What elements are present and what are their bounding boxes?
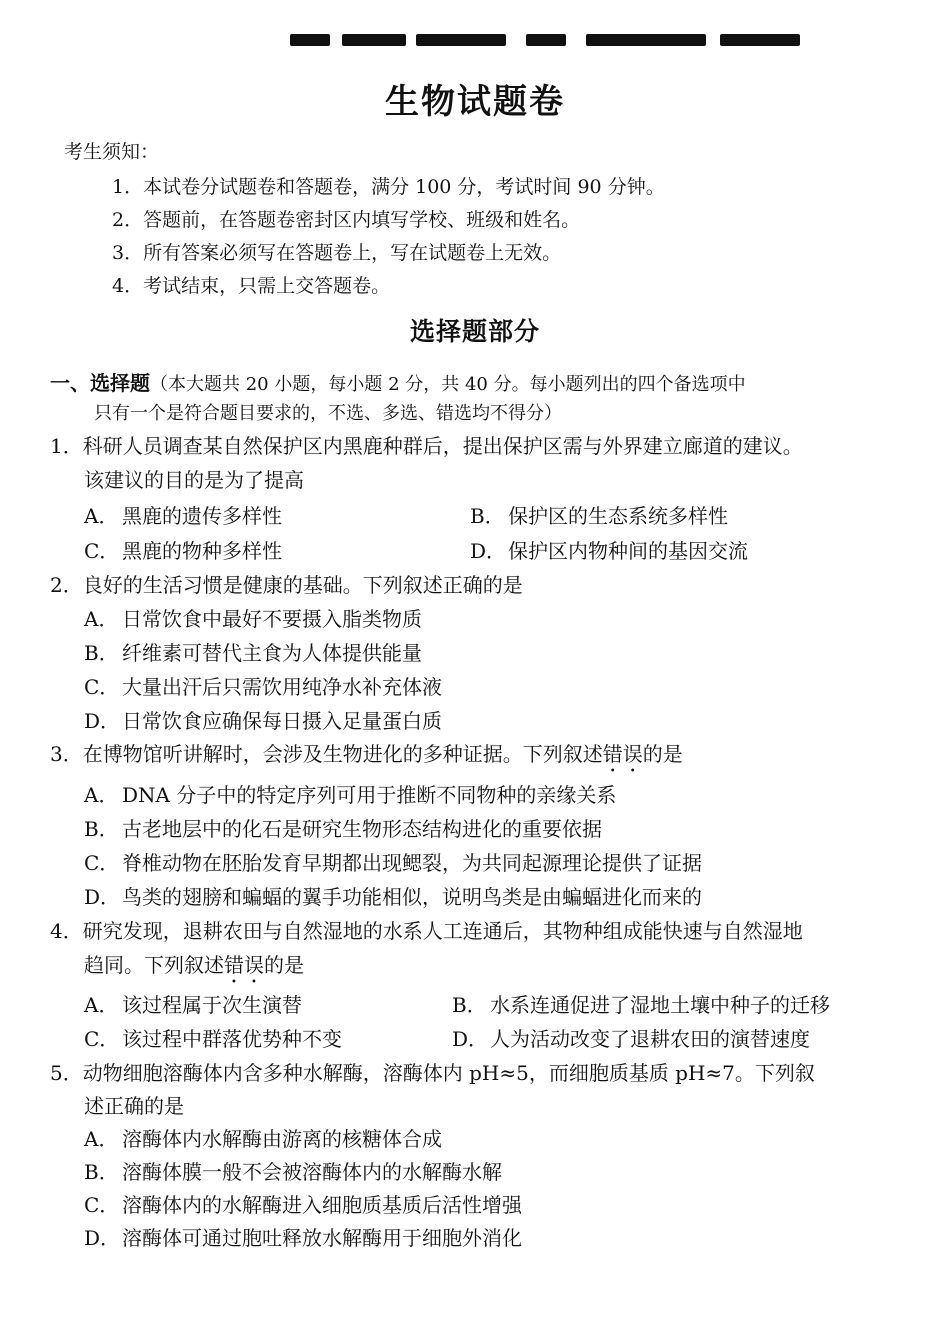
option-letter: B． xyxy=(84,641,119,665)
exam-title: 生物试题卷 xyxy=(385,82,565,122)
option-text: 溶酶体可通过胞吐释放水解酶用于细胞外消化 xyxy=(122,1226,522,1250)
option-letter: B． xyxy=(84,1160,119,1184)
option-a xyxy=(84,779,616,808)
section-title: 选择题部分 xyxy=(409,317,540,346)
option-letter: A． xyxy=(84,783,119,807)
option-letter: A． xyxy=(84,607,119,631)
option-text: 黑鹿的遗传多样性 xyxy=(122,504,282,528)
question-text: 趋同。下列叙述 xyxy=(84,953,224,977)
question-number: 5． xyxy=(50,1061,83,1085)
option-text: 黑鹿的物种多样性 xyxy=(122,539,282,563)
option-a xyxy=(84,989,302,1018)
question-text: 科研人员调查某自然保护区内黑鹿种群后，提出保护区需与外界建立廊道的建议。 xyxy=(82,434,803,458)
option-c xyxy=(84,847,702,876)
question-stem xyxy=(50,1057,815,1086)
option-d xyxy=(84,1222,522,1251)
notice-item: 1．本试卷分试题卷和答题卷，满分 100 分，考试时间 90 分钟。 xyxy=(112,176,665,198)
option-letter: A． xyxy=(84,993,119,1017)
option-d xyxy=(470,535,748,564)
option-text: 纤维素可替代主食为人体提供能量 xyxy=(122,641,422,665)
question-number: 3． xyxy=(50,742,83,766)
option-letter: C． xyxy=(84,851,120,875)
question-text: 研究发现，退耕农田与自然湿地的水系人工连通后，其物种组成能快速与自然湿地 xyxy=(82,919,803,943)
question-number: 2． xyxy=(50,573,83,597)
option-b xyxy=(84,1156,502,1185)
question-text-continued: 该建议的目的是为了提高 xyxy=(84,468,304,492)
notice-item: 3．所有答案必须写在答题卷上，写在试题卷上无效。 xyxy=(112,242,562,264)
option-c xyxy=(84,535,282,564)
question-text-continued xyxy=(84,949,304,988)
option-letter: D． xyxy=(470,539,507,563)
option-letter: C． xyxy=(84,675,120,699)
option-text: 日常饮食中最好不要摄入脂类物质 xyxy=(122,607,422,631)
option-c xyxy=(84,1189,522,1218)
option-c xyxy=(84,1023,342,1052)
option-d xyxy=(84,705,442,734)
question-text: 动物细胞溶酶体内含多种水解酶，溶酶体内 pH≈5，而细胞质基质 pH≈7。下列叙 xyxy=(82,1061,815,1085)
question-text: 在博物馆听讲解时，会涉及生物进化的多种证据。下列叙述 xyxy=(82,742,603,766)
question-number: 1． xyxy=(50,434,83,458)
section-intro-line2: 只有一个是符合题目要求的，不选、多选、错选均不得分） xyxy=(94,403,562,424)
option-text: 水系连通促进了湿地土壤中种子的迁移 xyxy=(490,993,830,1017)
emphasized-word: 错误 xyxy=(224,953,264,977)
emphasized-word: 错误 xyxy=(602,742,643,766)
notice-heading: 考生须知： xyxy=(64,141,160,163)
option-letter: A． xyxy=(84,504,119,528)
question-stem xyxy=(50,569,523,598)
option-text: 溶酶体内的水解酶进入细胞质基质后活性增强 xyxy=(122,1193,522,1217)
option-text: 日常饮食应确保每日摄入足量蛋白质 xyxy=(122,709,442,733)
option-b xyxy=(452,989,830,1018)
question-stem xyxy=(50,430,803,459)
option-d xyxy=(84,881,702,910)
option-text: 保护区内物种间的基因交流 xyxy=(508,539,748,563)
question-stem xyxy=(50,738,683,777)
option-text: 古老地层中的化石是研究生物形态结构进化的重要依据 xyxy=(122,817,602,841)
option-letter: C． xyxy=(84,539,120,563)
option-letter: B． xyxy=(452,993,487,1017)
option-text: 大量出汗后只需饮用纯净水补充体液 xyxy=(122,675,442,699)
question-stem xyxy=(50,915,803,944)
question-text-end: 的是 xyxy=(264,953,304,977)
section-intro-lead: 一、选择题 xyxy=(50,371,150,395)
question-text-continued: 述正确的是 xyxy=(84,1094,184,1118)
option-text: 溶酶体内水解酶由游离的核糖体合成 xyxy=(122,1127,442,1151)
option-letter: D． xyxy=(84,885,121,909)
option-text: DNA 分子中的特定序列可用于推断不同物种的亲缘关系 xyxy=(122,783,617,807)
option-a xyxy=(84,500,282,529)
option-text: 保护区的生态系统多样性 xyxy=(508,504,728,528)
option-letter: A． xyxy=(84,1127,119,1151)
option-text: 脊椎动物在胚胎发育早期都出现鳃裂，为共同起源理论提供了证据 xyxy=(122,851,702,875)
option-c xyxy=(84,671,442,700)
cropped-header-line xyxy=(290,34,830,48)
option-b xyxy=(84,813,602,842)
option-b xyxy=(470,500,728,529)
option-letter: B． xyxy=(84,817,119,841)
question-number: 4． xyxy=(50,919,83,943)
notice-item: 2．答题前，在答题卷密封区内填写学校、班级和姓名。 xyxy=(112,209,581,231)
option-letter: D． xyxy=(84,709,121,733)
section-intro xyxy=(50,367,746,396)
question-text: 良好的生活习惯是健康的基础。下列叙述正确的是 xyxy=(82,573,523,597)
option-text: 鸟类的翅膀和蝙蝠的翼手功能相似，说明鸟类是由蝙蝠进化而来的 xyxy=(122,885,702,909)
option-b xyxy=(84,637,422,666)
option-text: 该过程中群落优势种不变 xyxy=(122,1027,342,1051)
option-text: 溶酶体膜一般不会被溶酶体内的水解酶水解 xyxy=(122,1160,502,1184)
option-letter: B． xyxy=(470,504,505,528)
option-text: 人为活动改变了退耕农田的演替速度 xyxy=(490,1027,810,1051)
option-letter: C． xyxy=(84,1027,120,1051)
option-d xyxy=(452,1023,810,1052)
option-text: 该过程属于次生演替 xyxy=(122,993,302,1017)
question-text-end: 的是 xyxy=(642,742,683,766)
option-a xyxy=(84,1123,442,1152)
option-letter: D． xyxy=(84,1226,121,1250)
section-intro-text: （本大题共 20 小题，每小题 2 分，共 40 分。每小题列出的四个备选项中 xyxy=(150,374,746,395)
option-letter: D． xyxy=(452,1027,489,1051)
notice-item: 4．考试结束，只需上交答题卷。 xyxy=(112,275,391,297)
option-letter: C． xyxy=(84,1193,120,1217)
option-a xyxy=(84,603,422,632)
